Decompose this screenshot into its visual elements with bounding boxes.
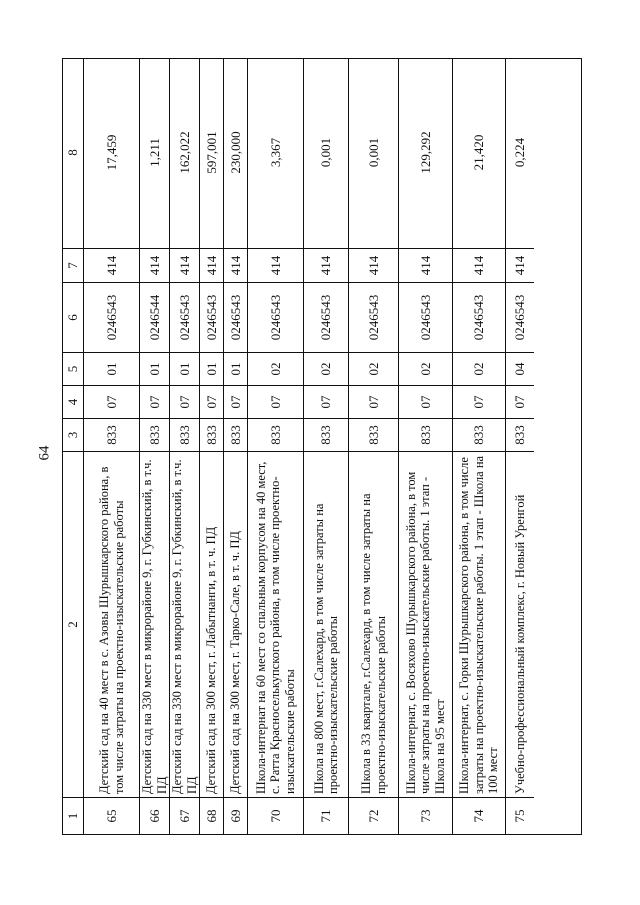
code-cell: 129,292 bbox=[399, 57, 452, 249]
object-name-cell: Учебно-профессиональный комплекс, г. Новый Уренгой bbox=[506, 452, 534, 798]
row-number-cell: 72 bbox=[365, 809, 381, 823]
code-cell: 07 bbox=[248, 386, 303, 419]
code-cell: 414 bbox=[399, 249, 452, 283]
code-cell: 414 bbox=[349, 249, 398, 283]
code-cell: 0,001 bbox=[304, 57, 348, 249]
object-name-cell: Детский сад на 330 мест в микрорайоне 9, г. Губкинский, в т.ч. ПД bbox=[170, 452, 199, 798]
code-cell: 0246543 bbox=[349, 283, 398, 353]
code-cell: 414 bbox=[304, 249, 348, 283]
column-header: 1 bbox=[65, 812, 80, 820]
code-cell: 0246543 bbox=[453, 283, 505, 353]
row-number-cell: 75 bbox=[512, 809, 527, 823]
code-cell: 02 bbox=[349, 353, 398, 386]
code-cell: 0246543 bbox=[200, 283, 223, 353]
code-cell: 0246543 bbox=[304, 283, 348, 353]
column-header: 6 bbox=[63, 283, 83, 353]
code-cell: 414 bbox=[248, 249, 303, 283]
object-name-cell: Школа-интернат на 60 мест со спальным корпусом на 40 мест, с. Ратта Красноселькупского района, в том числе проектно-изыскательские работы bbox=[248, 452, 303, 798]
table-row bbox=[169, 59, 199, 834]
code-cell: 0246543 bbox=[248, 283, 303, 353]
code-cell: 833 bbox=[349, 419, 398, 452]
code-cell: 414 bbox=[224, 249, 247, 283]
code-cell: 597,001 bbox=[200, 57, 223, 249]
object-name-cell: Школа на 800 мест, г.Салехард, в том числе затраты на проектно-изыскательские работы bbox=[304, 452, 348, 798]
code-cell: 07 bbox=[304, 386, 348, 419]
column-header: 7 bbox=[63, 249, 83, 283]
table-row bbox=[505, 59, 534, 834]
table-row bbox=[348, 59, 398, 834]
code-cell: 01 bbox=[224, 353, 247, 386]
code-cell: 01 bbox=[200, 353, 223, 386]
code-cell: 833 bbox=[453, 419, 505, 452]
code-cell: 414 bbox=[170, 249, 199, 283]
row-number-cell: 74 bbox=[471, 809, 486, 823]
code-cell: 07 bbox=[453, 386, 505, 419]
code-cell: 0,001 bbox=[349, 57, 398, 249]
code-cell: 162,022 bbox=[170, 57, 199, 249]
column-header: 3 bbox=[63, 419, 83, 452]
code-cell: 07 bbox=[224, 386, 247, 419]
table-row bbox=[139, 59, 169, 834]
code-cell: 1,211 bbox=[140, 57, 169, 249]
table-row bbox=[199, 59, 223, 834]
code-cell: 414 bbox=[140, 249, 169, 283]
code-cell: 07 bbox=[399, 386, 452, 419]
code-cell: 01 bbox=[140, 353, 169, 386]
table-row bbox=[223, 59, 247, 834]
code-cell: 07 bbox=[506, 386, 534, 419]
code-cell: 3,367 bbox=[248, 57, 303, 249]
table-row bbox=[452, 59, 505, 834]
code-cell: 414 bbox=[453, 249, 505, 283]
object-name-cell: Школа-интернат, с. Горки Шурышкарского района, в том числе затраты на проектно-изыскательские работы. 1 этап - Школа на 100 мест bbox=[453, 452, 505, 798]
code-cell: 833 bbox=[200, 419, 223, 452]
code-cell: 17,459 bbox=[84, 57, 139, 249]
row-number-cell: 73 bbox=[417, 809, 433, 823]
row-number-cell: 69 bbox=[227, 809, 243, 823]
row-number-cell: 65 bbox=[103, 809, 119, 823]
code-cell: 02 bbox=[399, 353, 452, 386]
code-cell: 0246543 bbox=[224, 283, 247, 353]
object-name-cell: Школа в 33 квартале, г.Салехард, в том числе затраты на проектно-изыскательские работы bbox=[349, 452, 398, 798]
code-cell: 414 bbox=[506, 249, 534, 283]
code-cell: 833 bbox=[224, 419, 247, 452]
column-header: 5 bbox=[63, 353, 83, 386]
table-row bbox=[398, 59, 452, 834]
code-cell: 833 bbox=[399, 419, 452, 452]
code-cell: 21,420 bbox=[453, 57, 505, 249]
row-number-cell: 68 bbox=[203, 809, 219, 823]
object-name-cell: Школа-интернат, с. Восяхово Шурышкарского района, в том числе затраты на проектно-изыскательские работы. 1 этап - Школа на 95 мест bbox=[399, 452, 452, 798]
code-cell: 833 bbox=[506, 419, 534, 452]
code-cell: 02 bbox=[304, 353, 348, 386]
column-header: 8 bbox=[63, 57, 83, 249]
object-name-cell: Детский сад на 40 мест в с. Азовы Шурышкарского района, в том числе затраты на проектно-изыскательские работы bbox=[84, 452, 139, 798]
column-header: 2 bbox=[63, 452, 83, 798]
code-cell: 414 bbox=[84, 249, 139, 283]
code-cell: 0246544 bbox=[140, 283, 169, 353]
code-cell: 0,224 bbox=[506, 57, 534, 249]
table-row bbox=[303, 59, 348, 834]
code-cell: 01 bbox=[170, 353, 199, 386]
code-cell: 0246543 bbox=[84, 283, 139, 353]
table-row bbox=[247, 59, 303, 834]
code-cell: 02 bbox=[453, 353, 505, 386]
code-cell: 833 bbox=[304, 419, 348, 452]
row-number-cell: 66 bbox=[146, 809, 162, 823]
page-number-text: 64 bbox=[36, 445, 53, 461]
header-row bbox=[63, 59, 83, 834]
code-cell: 07 bbox=[140, 386, 169, 419]
code-cell: 04 bbox=[506, 353, 534, 386]
code-cell: 0246543 bbox=[506, 283, 534, 353]
code-cell: 07 bbox=[84, 386, 139, 419]
code-cell: 833 bbox=[248, 419, 303, 452]
row-number-cell: 67 bbox=[176, 809, 192, 823]
table-row bbox=[83, 59, 139, 834]
column-header: 4 bbox=[63, 386, 83, 419]
code-cell: 0246543 bbox=[170, 283, 199, 353]
code-cell: 07 bbox=[349, 386, 398, 419]
row-number-cell: 71 bbox=[318, 809, 333, 823]
object-name-cell: Детский сад на 300 мест, г. Тарко-Сале, в т. ч. ПД bbox=[224, 452, 247, 798]
code-cell: 0246543 bbox=[399, 283, 452, 353]
object-name-cell: Детский сад на 300 мест, г. Лабытнанги, в т. ч. ПД bbox=[200, 452, 223, 798]
code-cell: 07 bbox=[170, 386, 199, 419]
budget-table bbox=[62, 58, 582, 835]
row-number-cell: 70 bbox=[267, 809, 283, 823]
code-cell: 230,000 bbox=[224, 57, 247, 249]
object-name-cell: Детский сад на 330 мест в микрорайоне 9, г. Губкинский, в т.ч. ПД bbox=[140, 452, 169, 798]
code-cell: 833 bbox=[84, 419, 139, 452]
code-cell: 833 bbox=[140, 419, 169, 452]
code-cell: 414 bbox=[200, 249, 223, 283]
code-cell: 07 bbox=[200, 386, 223, 419]
code-cell: 833 bbox=[170, 419, 199, 452]
code-cell: 01 bbox=[84, 353, 139, 386]
code-cell: 02 bbox=[248, 353, 303, 386]
